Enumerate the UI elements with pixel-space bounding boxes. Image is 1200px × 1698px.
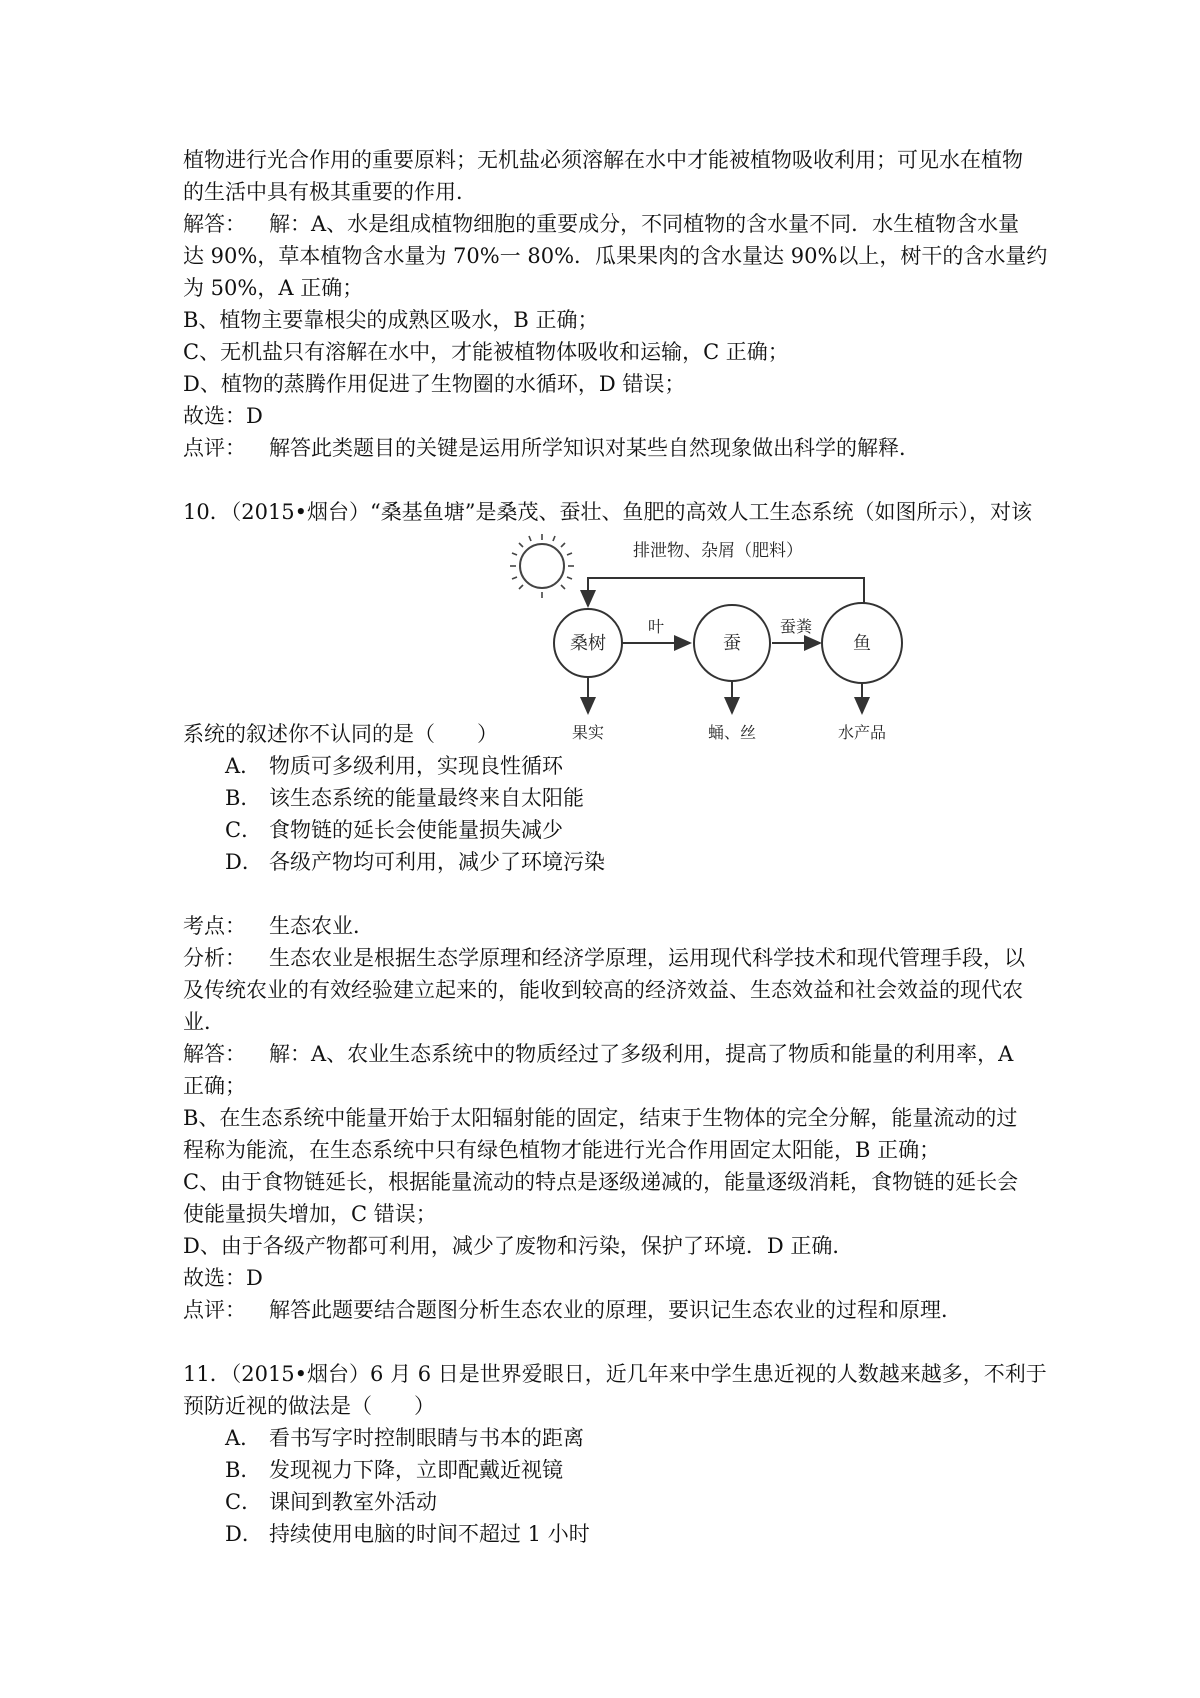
answer-text: 解：A、农业生态系统中的物质经过了多级利用，提高了物质和能量的利用率，A — [269, 1042, 1014, 1066]
q10-option-a — [225, 754, 563, 778]
comment-text: 解答此题要结合题图分析生态农业的原理，要识记生态农业的过程和原理． — [269, 1298, 962, 1322]
q10-stem-line-2: 系统的叙述你不认同的是（ ） — [183, 722, 498, 746]
option-letter: D． — [225, 850, 263, 874]
q11-option-c — [225, 1490, 437, 1514]
option-text: 各级产物均可利用，减少了环境污染 — [269, 850, 605, 874]
q10-answer-c-2: 使能量损失增加，C 错误； — [183, 1202, 437, 1226]
q10-answer-line-2: 正确； — [183, 1074, 246, 1098]
option-text: 看书写字时控制眼睛与书本的距离 — [269, 1426, 584, 1450]
q10-answer-d: D、由于各级产物都可利用，减少了废物和污染，保护了环境．D 正确． — [183, 1234, 854, 1258]
q9-analysis-line-1: 植物进行光合作用的重要原料；无机盐必须溶解在水中才能被植物吸收利用；可见水在植物 — [183, 148, 1023, 172]
q11-option-d — [225, 1522, 590, 1546]
answer-label: 解答： — [183, 1042, 246, 1066]
option-letter: D． — [225, 1522, 263, 1546]
q9-answer-c: C、无机盐只有溶解在水中，才能被植物体吸收和运输，C 正确； — [183, 340, 789, 364]
q10-fenxi-line-1 — [183, 946, 1025, 970]
edge-leaf-label: 叶 — [647, 617, 665, 636]
option-text: 课间到教室外活动 — [269, 1490, 437, 1514]
option-letter: B． — [225, 1458, 262, 1482]
comment-label: 点评： — [183, 436, 246, 460]
option-letter: B． — [225, 786, 262, 810]
q9-comment — [183, 436, 920, 460]
q10-option-c — [225, 818, 563, 842]
q10-answer-b-2: 程称为能流，在生态系统中只有绿色植物才能进行光合作用固定太阳能，B 正确； — [183, 1138, 941, 1162]
option-text: 食物链的延长会使能量损失减少 — [269, 818, 563, 842]
q10-fenxi-line-3: 业． — [183, 1010, 225, 1034]
sun-icon — [510, 534, 574, 598]
option-letter: A． — [225, 1426, 262, 1450]
answer-text: 解：A、水是组成植物细胞的重要成分，不同植物的含水量不同．水生植物含水量 — [269, 212, 1020, 236]
q10-option-b — [225, 786, 584, 810]
q9-answer-line-2: 达 90%，草本植物含水量为 70%一 80%．瓜果果肉的含水量达 90%以上，树干的含水量约 — [183, 244, 1048, 268]
q9-answer-d: D、植物的蒸腾作用促进了生物圈的水循环，D 错误； — [183, 372, 686, 396]
output-fruit-label: 果实 — [571, 723, 605, 742]
fenxi-label: 分析： — [183, 946, 246, 970]
comment-text: 解答此类题目的关键是运用所学知识对某些自然现象做出科学的解释． — [269, 436, 920, 460]
q10-answer-line-1 — [183, 1042, 1013, 1066]
edge-silkworm-dung-label: 蚕粪 — [779, 617, 813, 636]
q10-fenxi-line-2: 及传统农业的有效经验建立起来的，能收到较高的经济效益、生态效益和社会效益的现代农 — [183, 978, 1023, 1002]
comment-label: 点评： — [183, 1298, 246, 1322]
option-text: 物质可多级利用，实现良性循环 — [269, 754, 563, 778]
q9-choice: 故选：D — [183, 404, 263, 428]
q10-stem-line-1: 10．（2015•烟台）“桑基鱼塘”是桑茂、蚕壮、鱼肥的高效人工生态系统（如图所示），对该 — [183, 500, 1033, 524]
output-aquatic-label: 水产品 — [837, 723, 887, 742]
q9-analysis-line-2: 的生活中具有极其重要的作用． — [183, 180, 477, 204]
q9-answer-line-3: 为 50%，A 正确； — [183, 276, 364, 300]
option-text: 持续使用电脑的时间不超过 1 小时 — [269, 1522, 590, 1546]
answer-label: 解答： — [183, 212, 246, 236]
q10-answer-b-1: B、在生态系统中能量开始于太阳辐射能的固定，结束于生物体的完全分解，能量流动的过 — [183, 1106, 1018, 1130]
option-letter: C． — [225, 1490, 263, 1514]
q11-stem-line-1: 11．（2015•烟台）6 月 6 日是世界爱眼日，近几年来中学生患近视的人数越来越多，不利于 — [183, 1362, 1047, 1386]
q10-comment — [183, 1298, 962, 1322]
fenxi-text: 生态农业是根据生态学原理和经济学原理，运用现代科学技术和现代管理手段，以 — [269, 946, 1025, 970]
kaodian-label: 考点： — [183, 914, 246, 938]
option-letter: C． — [225, 818, 263, 842]
q11-stem-line-2: 预防近视的做法是（ ） — [183, 1394, 435, 1418]
q10-choice: 故选：D — [183, 1266, 263, 1290]
q9-answer-b: B、植物主要靠根尖的成熟区吸水，B 正确； — [183, 308, 599, 332]
q11-option-a — [225, 1426, 584, 1450]
q10-option-d — [225, 850, 605, 874]
node-fish-label: 鱼 — [853, 633, 871, 654]
node-silkworm-label: 蚕 — [723, 633, 741, 654]
feedback-label: 排泄物、杂屑（肥料） — [633, 541, 803, 561]
output-pupa-silk-label: 蛹、丝 — [707, 723, 757, 742]
q10-kaodian — [183, 914, 374, 938]
option-letter: A． — [225, 754, 262, 778]
mulberry-fishpond-diagram — [500, 528, 920, 746]
kaodian-text: 生态农业． — [269, 914, 374, 938]
q9-answer-line-1 — [183, 212, 1019, 236]
q11-option-b — [225, 1458, 563, 1482]
option-text: 发现视力下降，立即配戴近视镜 — [269, 1458, 563, 1482]
node-mulberry-label: 桑树 — [570, 633, 606, 654]
option-text: 该生态系统的能量最终来自太阳能 — [269, 786, 584, 810]
q10-answer-c-1: C、由于食物链延长，根据能量流动的特点是逐级递减的，能量逐级消耗，食物链的延长会 — [183, 1170, 1019, 1194]
